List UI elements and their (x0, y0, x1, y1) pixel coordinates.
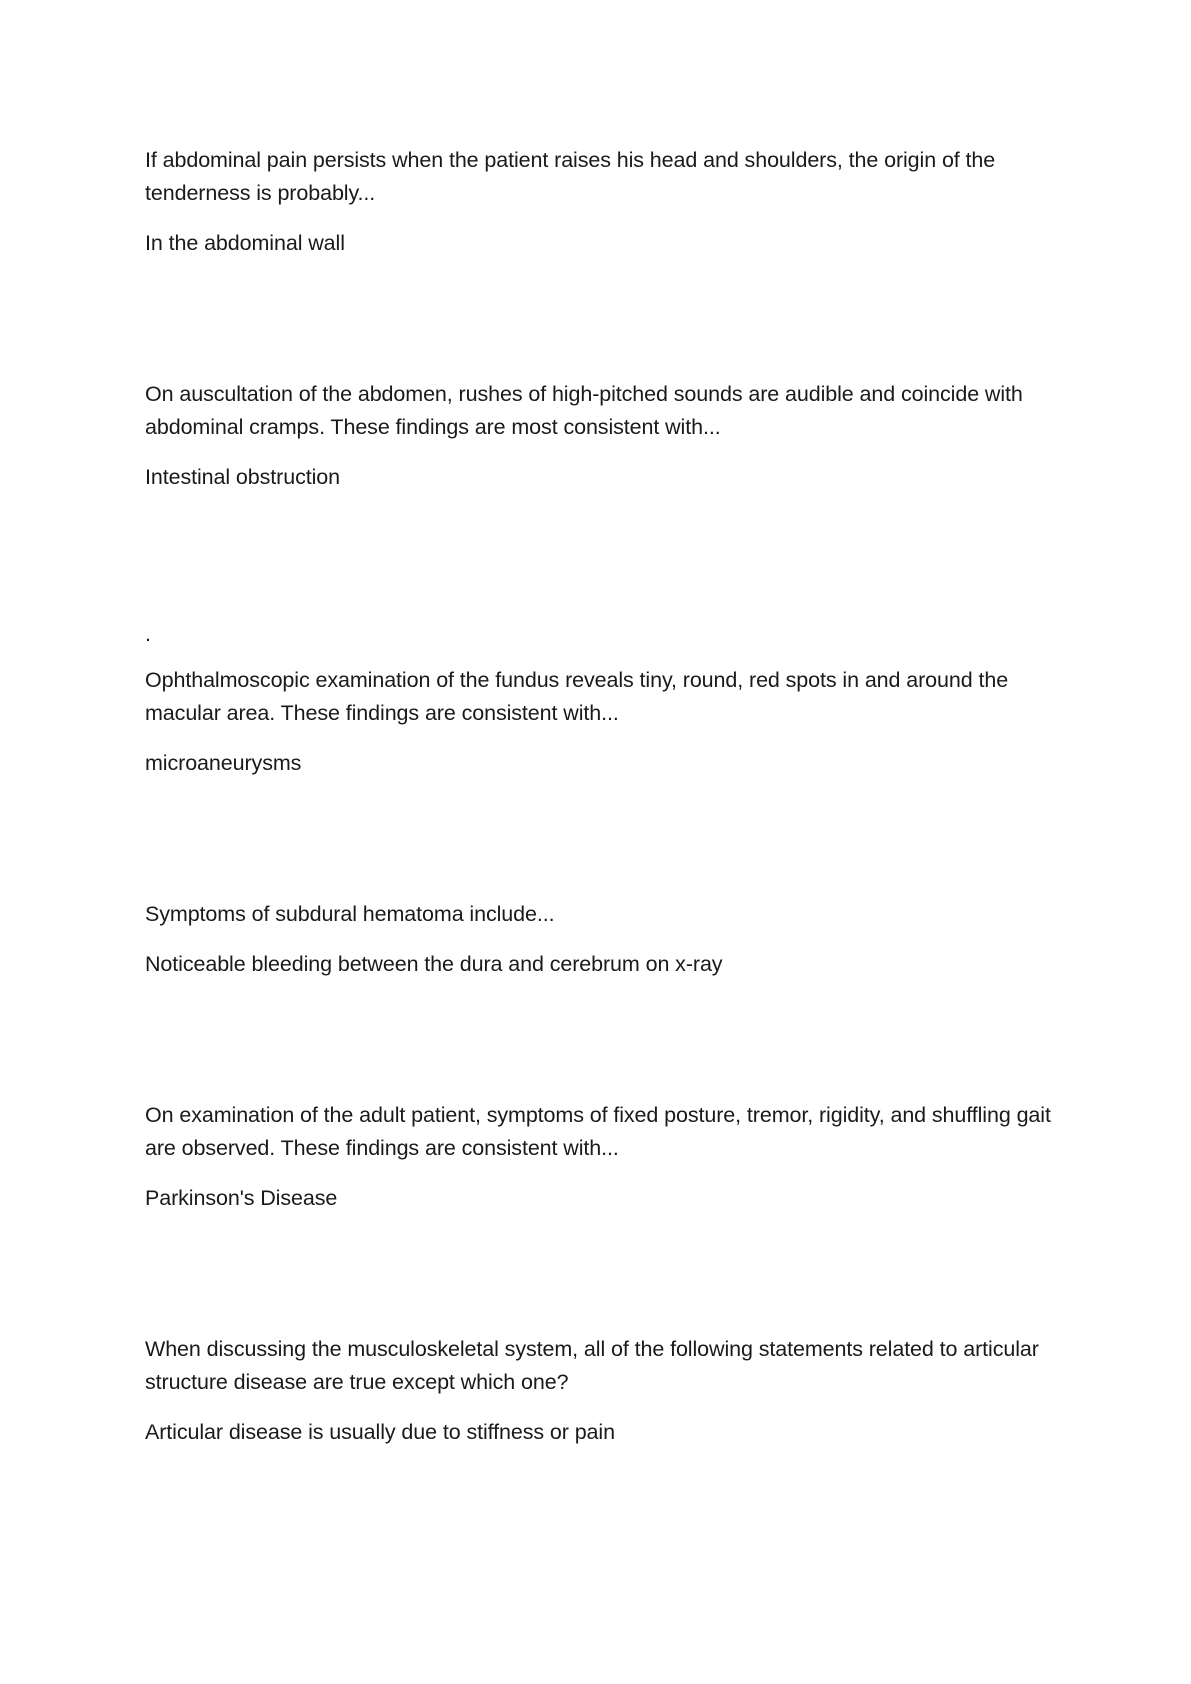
question-text: If abdominal pain persists when the patient raises his head and shoulders, the origin of the tenderness is probably... (145, 148, 996, 205)
answer-text: Intestinal obstruction (145, 465, 340, 489)
answer-text: Noticeable bleeding between the dura and cerebrum on x-ray (145, 952, 723, 976)
question-text: Ophthalmoscopic examination of the fundus reveals tiny, round, red spots in and around the macular area. These findings are consistent with... (145, 668, 1009, 725)
answer-text: In the abdominal wall (145, 231, 345, 255)
qa-item-3 (145, 664, 1065, 780)
question-text: On auscultation of the abdomen, rushes of high-pitched sounds are audible and coincide with abdominal cramps. These findings are most consistent with... (145, 382, 1023, 439)
question-text: On examination of the adult patient, symptoms of fixed posture, tremor, rigidity, and shuffling gait are observed. These findings are consistent with... (145, 1103, 1051, 1160)
qa-item-6 (145, 1333, 1065, 1449)
question-text: Symptoms of subdural hematoma include... (145, 902, 555, 926)
qa-item-5 (145, 1099, 1065, 1215)
answer-text: microaneurysms (145, 751, 302, 775)
answer-text: Articular disease is usually due to stiffness or pain (145, 1420, 615, 1444)
qa-item-4 (145, 898, 1065, 981)
qa-item-1 (145, 144, 1065, 260)
question-text: When discussing the musculoskeletal system, all of the following statements related to articular structure disease are true except which one? (145, 1337, 1039, 1394)
qa-item-2 (145, 378, 1065, 494)
answer-text: Parkinson's Disease (145, 1186, 338, 1210)
dot-marker: . (145, 622, 151, 646)
